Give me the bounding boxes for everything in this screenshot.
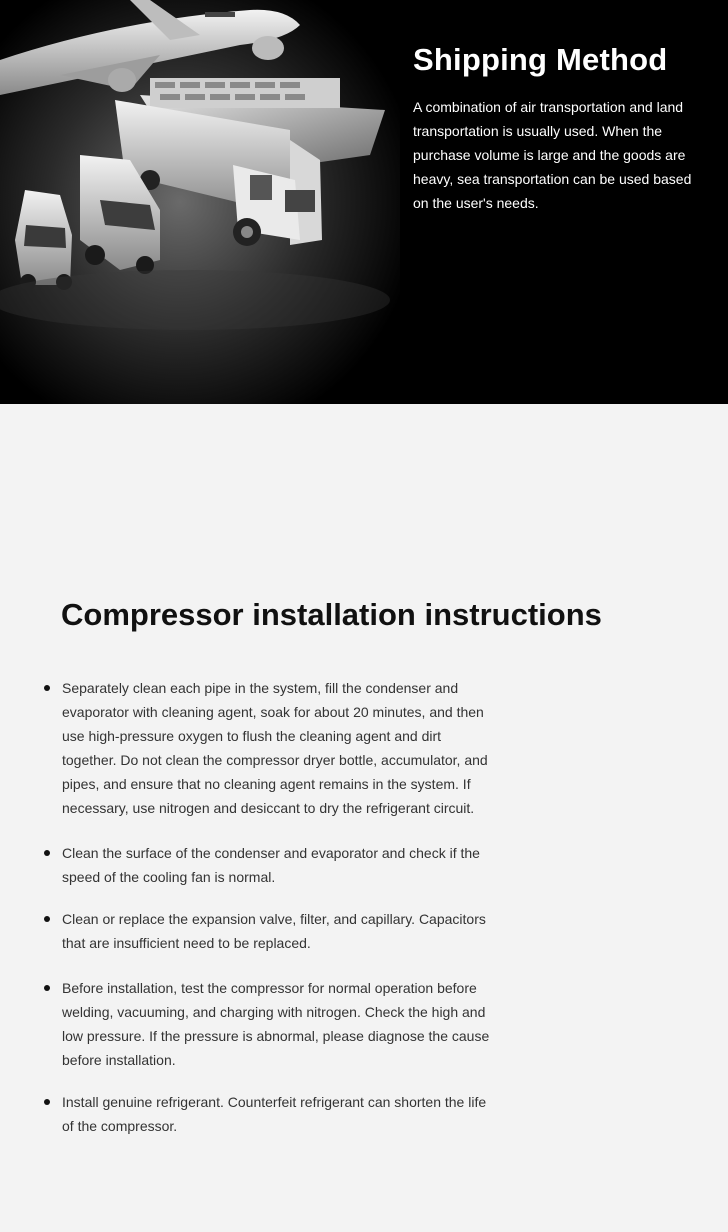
installation-step: [44, 841, 494, 889]
installation-step: [44, 676, 494, 820]
bullet-icon: [44, 850, 50, 856]
step-text: Install genuine refrigerant. Counterfeit refrigerant can shorten the life of the compressor.: [62, 1094, 487, 1134]
shipping-description: A combination of air transportation and land transportation is usually used. When the purchase volume is large and the goods are heavy, sea transportation can be used based on the user's needs.: [413, 99, 692, 211]
bullet-icon: [44, 985, 50, 991]
step-text: Before installation, test the compressor for normal operation before welding, vacuuming, and charging with nitrogen. Check the high and low pressure. If the pressure is abnormal, please diagnose the cause before installation.: [62, 980, 490, 1068]
vehicles-illustration: [0, 0, 400, 404]
bullet-icon: [44, 1099, 50, 1105]
installation-step: [44, 1090, 494, 1138]
installation-section: [0, 404, 728, 1232]
installation-title: Compressor installation instructions: [61, 597, 602, 632]
bullet-icon: [44, 685, 50, 691]
installation-step: [44, 976, 494, 1072]
step-text: Clean or replace the expansion valve, filter, and capillary. Capacitors that are insufficient need to be replaced.: [62, 911, 486, 951]
shipping-text: [413, 42, 708, 215]
installation-steps-list: [44, 676, 494, 1138]
installation-step: [44, 907, 494, 955]
step-text: Clean the surface of the condenser and evaporator and check if the speed of the cooling fan is normal.: [62, 845, 480, 885]
bullet-icon: [44, 916, 50, 922]
shipping-section: [0, 0, 728, 404]
step-text: Separately clean each pipe in the system, fill the condenser and evaporator with cleaning agent, soak for about 20 minutes, and then use high-pressure oxygen to flush the cleaning agent and dirt together. Do not clean the compressor dryer bottle, accumulator, and pipes, and ensure that no cleaning agent remains in the system. If necessary, use nitrogen and desiccant to dry the refrigerant circuit.: [62, 680, 488, 816]
shipping-title: Shipping Method: [413, 42, 668, 77]
